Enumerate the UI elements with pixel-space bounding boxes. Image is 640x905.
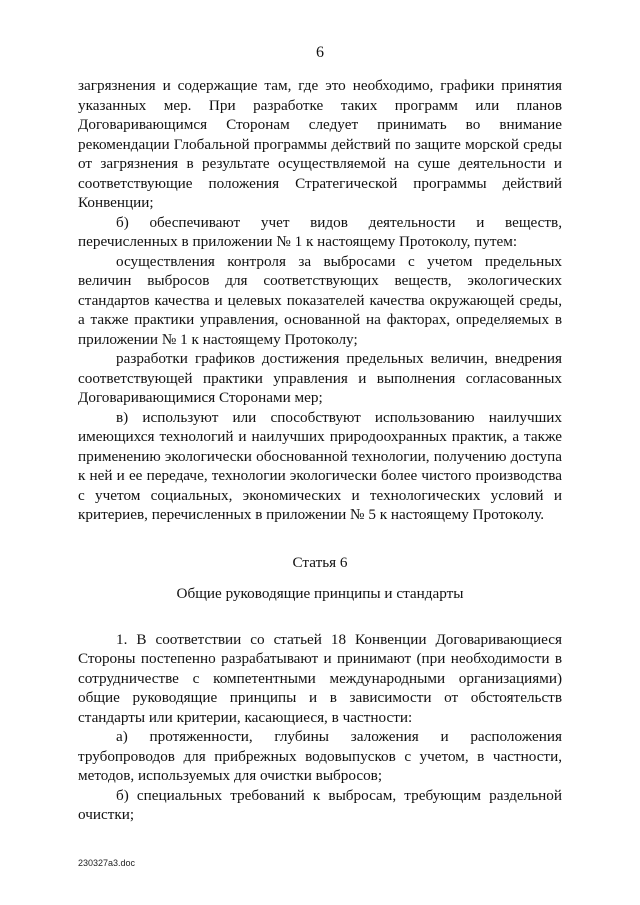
paragraph-v: в) используют или способствуют использованию наилучших имеющихся технологий и наилучших природоохранных практик, а также применению экологически обоснованной технологии, получению доступа к ней и ее передаче, технологии экологически более чистого производства с учетом социальных, экономических и технологических условий и критериев, перечисленных в приложении № 5 к настоящему Протоколу.	[78, 408, 562, 523]
article-paragraph-1: 1. В соответствии со статьей 18 Конвенции Договаривающиеся Стороны постепенно разрабатывают и принимают (при необходимости в сотрудничестве с компетентными международными организациями) общие руководящие принципы и в зависимости от обстоятельств стандарты или критерии, касающиеся, в частности:	[78, 630, 562, 726]
paragraph-schedules: разработки графиков достижения предельных величин, внедрения соответствующей практики управления и выполнения согласованных Договаривающимися Сторонами мер;	[78, 350, 562, 406]
page-number: 6	[316, 44, 324, 61]
article-paragraph-b: б) специальных требований к выбросам, требующим раздельной очистки;	[78, 786, 562, 823]
article-title: Статья 6	[292, 553, 348, 571]
article-subtitle: Общие руководящие принципы и стандарты	[176, 585, 464, 602]
paragraph-emission-control: осуществления контроля за выбросами с учетом предельных величин выбросов для соответствующих веществ, экологических стандартов качества и целевых показателей качества окружающей среды, а также практики управления, основанной на факторах, определяемых в приложении № 1 к настоящему Протоколу;	[78, 252, 562, 348]
paragraph-b: б) обеспечивают учет видов деятельности и веществ, перечисленных в приложении № 1 к настоящему Протоколу, путем:	[78, 213, 562, 250]
footer-filename: 230327a3.doc	[78, 858, 136, 868]
article-paragraph-a: а) протяженности, глубины заложения и расположения трубопроводов для прибрежных водовыпусков с учетом, в частности, методов, используемых для очистки выбросов;	[78, 728, 562, 784]
document-body	[78, 76, 562, 825]
paragraph-continuation: загрязнения и содержащие там, где это необходимо, графики принятия указанных мер. При разработке таких программ или планов Договаривающимся Сторонам следует принимать во внимание рекомендации Глобальной программы действий по защите морской среды от загрязнения в результате осуществляемой на суше деятельности и соответствующие положения Стратегической программы действий Конвенции;	[78, 77, 562, 211]
